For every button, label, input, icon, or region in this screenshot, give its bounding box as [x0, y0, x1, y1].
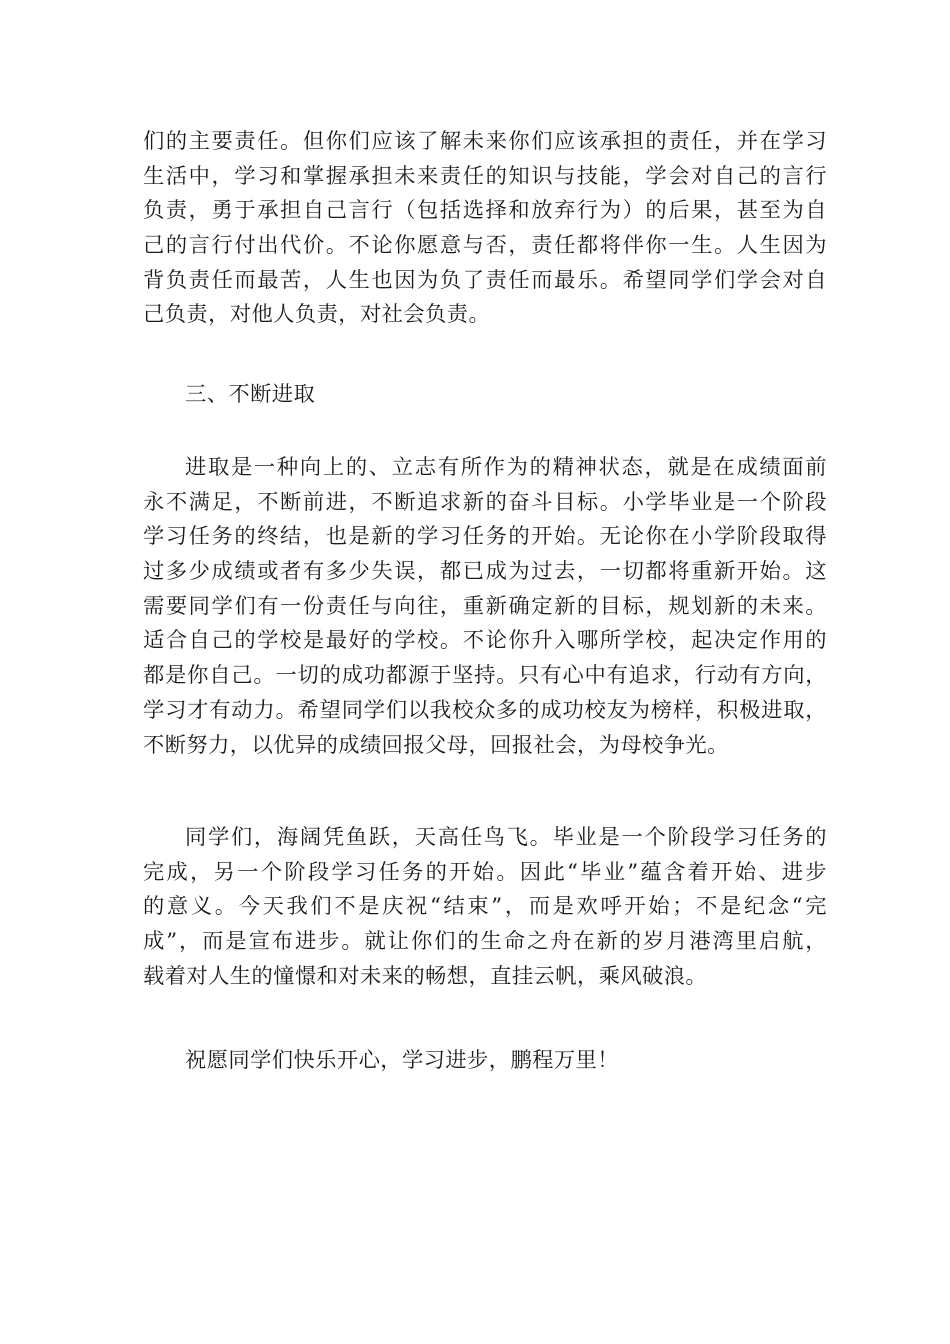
text-line: 的意义。今天我们不是庆祝“结束”，而是欢呼开始；不是纪念“完 — [143, 894, 827, 920]
closing-line: 祝愿同学们快乐开心，学习进步，鹏程万里！ — [185, 1048, 619, 1073]
text-line: 们的主要责任。但你们应该了解未来你们应该承担的责任，并在学习 — [143, 129, 827, 154]
text-line: 己负责，对他人负责，对社会负责。 — [143, 302, 491, 328]
text-line: 不断努力，以优异的成绩回报父母，回报社会，为母校争光。 — [143, 732, 729, 758]
text-line: 适合自己的学校是最好的学校。不论你升入哪所学校，起决定作用的 — [143, 628, 827, 654]
section-heading-3 — [143, 378, 827, 413]
text-line: 学习任务的终结，也是新的学习任务的开始。无论你在小学阶段取得 — [143, 524, 827, 550]
text-line: 永不满足，不断前进，不断追求新的奋斗目标。小学毕业是一个阶段 — [143, 489, 827, 515]
text-line: 都是你自己。一切的成功都源于坚持。只有心中有追求，行动有方向， — [143, 663, 827, 689]
section-heading: 三、不断进取 — [185, 382, 316, 407]
closing-wish — [143, 1044, 827, 1079]
text-line: 己的言行付出代价。不论你愿意与否，责任都将伴你一生。人生因为 — [143, 233, 827, 259]
text-line: 背负责任而最苦，人生也因为负了责任而最乐。希望同学们学会对自 — [143, 267, 827, 293]
paragraph-progress — [143, 451, 827, 763]
paragraph-responsibility — [143, 125, 827, 333]
paragraph-graduation — [143, 821, 827, 994]
text-line: 负责，勇于承担自己言行（包括选择和放弃行为）的后果，甚至为自 — [143, 198, 827, 224]
text-line: 过多少成绩或者有多少失误，都已成为过去，一切都将重新开始。这 — [143, 559, 827, 585]
text-line: 生活中，学习和掌握承担未来责任的知识与技能，学会对自己的言行 — [143, 163, 827, 189]
text-line: 学习才有动力。希望同学们以我校众多的成功校友为榜样，积极进取， — [143, 697, 827, 723]
text-line: 成”，而是宣布进步。就让你们的生命之舟在新的岁月港湾里启航， — [143, 929, 827, 955]
text-line: 同学们，海阔凭鱼跃，天高任鸟飞。毕业是一个阶段学习任务的 — [185, 825, 827, 850]
text-line: 进取是一种向上的、立志有所作为的精神状态，就是在成绩面前 — [185, 455, 827, 480]
text-line: 载着对人生的憧憬和对未来的畅想，直挂云帆，乘风破浪。 — [143, 963, 708, 989]
text-line: 需要同学们有一份责任与向往，重新确定新的目标，规划新的未来。 — [143, 593, 827, 619]
text-line: 完成，另一个阶段学习任务的开始。因此“毕业”蕴含着开始、进步 — [143, 859, 827, 885]
